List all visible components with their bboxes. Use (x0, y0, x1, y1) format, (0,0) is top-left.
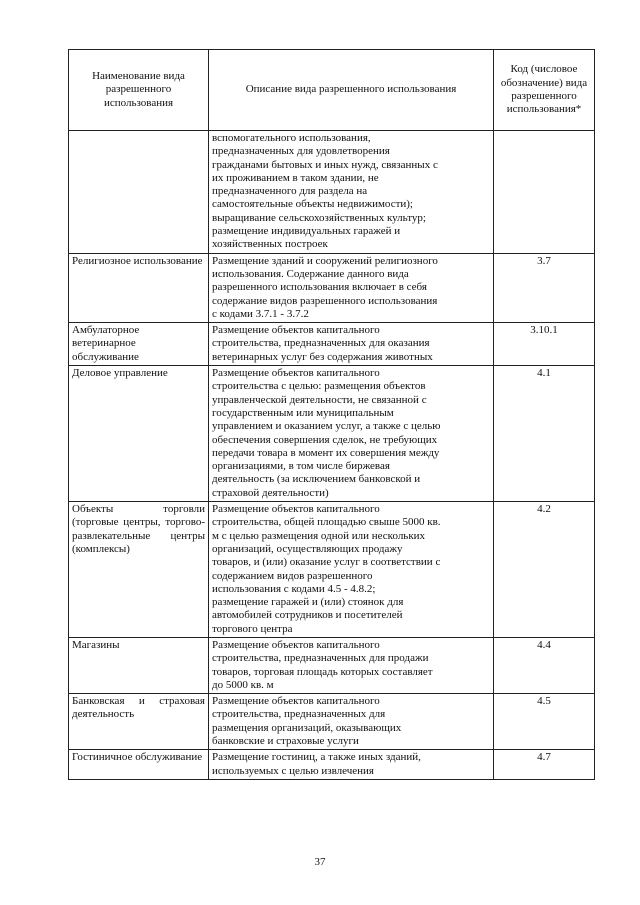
description-line: Размещение объектов капитального (212, 695, 380, 708)
description-line: Размещение объектов капитального (212, 324, 380, 337)
description-line: размещение гаражей и (или) стоянок для (212, 596, 404, 609)
use-type-name: Объекты торговли (торговые центры, торгово-развлекательные центры (комплексы) (69, 502, 209, 638)
description-line: до 5000 кв. м (212, 678, 274, 691)
description-line: строительства, предназначенных для (212, 708, 386, 721)
use-type-code: 4.1 (494, 366, 595, 502)
description-line: использования. Содержание данного вида (212, 267, 409, 280)
use-type-description (209, 131, 494, 254)
header-name: Наименование вида разрешенного использования (69, 50, 209, 131)
use-type-code: 3.7 (494, 253, 595, 322)
use-type-name: Банковская и страховая деятельность (69, 694, 209, 750)
description-line: используемых с целью извлечения (212, 764, 374, 777)
header-code: Код (числовое обозначение) вида разрешенного использования* (494, 50, 595, 131)
description-line: самостоятельные объекты недвижимости); (212, 198, 413, 211)
description-line: деятельность (за исключением банковской и (212, 473, 421, 486)
description-line: содержание видов разрешенного использования (212, 294, 438, 307)
use-type-name: Амбулаторное ветеринарное обслуживание (69, 323, 209, 366)
description-line: строительства, предназначенных для оказания (212, 337, 430, 350)
description-line: содержанием видов разрешенного (212, 569, 373, 582)
use-type-description (209, 694, 494, 750)
description-line: товаров, торговая площадь которых составляет (212, 665, 433, 678)
table-row (69, 750, 595, 780)
land-use-table (68, 49, 595, 780)
table-row (69, 502, 595, 638)
description-line: передачи товара в момент их совершения между (212, 446, 440, 459)
use-type-description (209, 366, 494, 502)
description-line: Размещение гостиниц, а также иных зданий, (212, 751, 421, 764)
description-line: размещения организаций, оказывающих (212, 721, 402, 734)
description-line: Размещение зданий и сооружений религиозного (212, 254, 438, 267)
description-line: организациями, в том числе биржевая (212, 460, 390, 473)
description-line: автомобилей сотрудников и посетителей (212, 609, 403, 622)
table-row (69, 323, 595, 366)
use-type-description (209, 750, 494, 780)
table-row (69, 694, 595, 750)
description-line: страховой деятельности) (212, 486, 329, 499)
use-type-code: 4.5 (494, 694, 595, 750)
description-line: строительства с целью: размещения объектов (212, 380, 426, 393)
description-line: управлением и оказанием услуг, а также с целью (212, 420, 441, 433)
description-line: вспомогательного использования, (212, 132, 371, 144)
use-type-description (209, 323, 494, 366)
use-type-name: Гостиничное обслуживание (69, 750, 209, 780)
description-line: предназначенных для удовлетворения (212, 145, 390, 158)
description-line: их проживанием в таком здании, не (212, 171, 379, 184)
header-description: Описание вида разрешенного использования (209, 50, 494, 131)
description-line: предназначенного для раздела на (212, 185, 368, 198)
description-line: размещение индивидуальных гаражей и (212, 225, 401, 238)
description-line: м с целью размещения одной или нескольких (212, 529, 426, 542)
description-line: гражданами бытовых и иных нужд, связанных с (212, 158, 438, 171)
description-line: выращивание сельскохозяйственных культур; (212, 211, 426, 224)
description-line: строительства, общей площадью свыше 5000 кв. (212, 516, 441, 529)
use-type-description (209, 253, 494, 322)
description-line: строительства, предназначенных для продажи (212, 652, 429, 665)
use-type-name: Религиозное использование (69, 253, 209, 322)
use-type-code: 4.4 (494, 637, 595, 693)
table-body (69, 131, 595, 780)
use-type-name: Деловое управление (69, 366, 209, 502)
description-line: хозяйственных построек (212, 238, 328, 251)
description-line: торгового центра (212, 622, 293, 635)
use-type-name (69, 131, 209, 254)
table-row (69, 131, 595, 254)
header-row (69, 50, 595, 131)
description-line: государственным или муниципальным (212, 406, 394, 419)
table-row (69, 366, 595, 502)
use-type-code: 3.10.1 (494, 323, 595, 366)
description-line: обеспечения совершения сделок, не требующих (212, 433, 438, 446)
description-line: организаций, осуществляющих продажу (212, 542, 403, 555)
description-line: разрешенного использования включает в себя (212, 281, 427, 294)
use-type-code: 4.7 (494, 750, 595, 780)
page-number: 37 (314, 856, 326, 868)
use-type-code (494, 131, 595, 254)
description-line: управленческой деятельности, не связанной с (212, 393, 427, 406)
table-row (69, 253, 595, 322)
description-line: использования с кодами 4.5 - 4.8.2; (212, 582, 376, 595)
table-row (69, 637, 595, 693)
description-line: Размещение объектов капитального (212, 638, 380, 651)
description-line: ветеринарных услуг без содержания животных (212, 350, 433, 363)
use-type-code: 4.2 (494, 502, 595, 638)
table-header (69, 50, 595, 131)
description-line: Размещение объектов капитального (212, 503, 380, 516)
use-type-description (209, 637, 494, 693)
description-line: Размещение объектов капитального (212, 367, 380, 380)
description-line: товаров, и (или) оказание услуг в соответствии с (212, 556, 441, 569)
use-type-name: Магазины (69, 637, 209, 693)
description-line: с кодами 3.7.1 - 3.7.2 (212, 307, 309, 320)
use-type-description (209, 502, 494, 638)
description-line: банковские и страховые услуги (212, 735, 359, 748)
